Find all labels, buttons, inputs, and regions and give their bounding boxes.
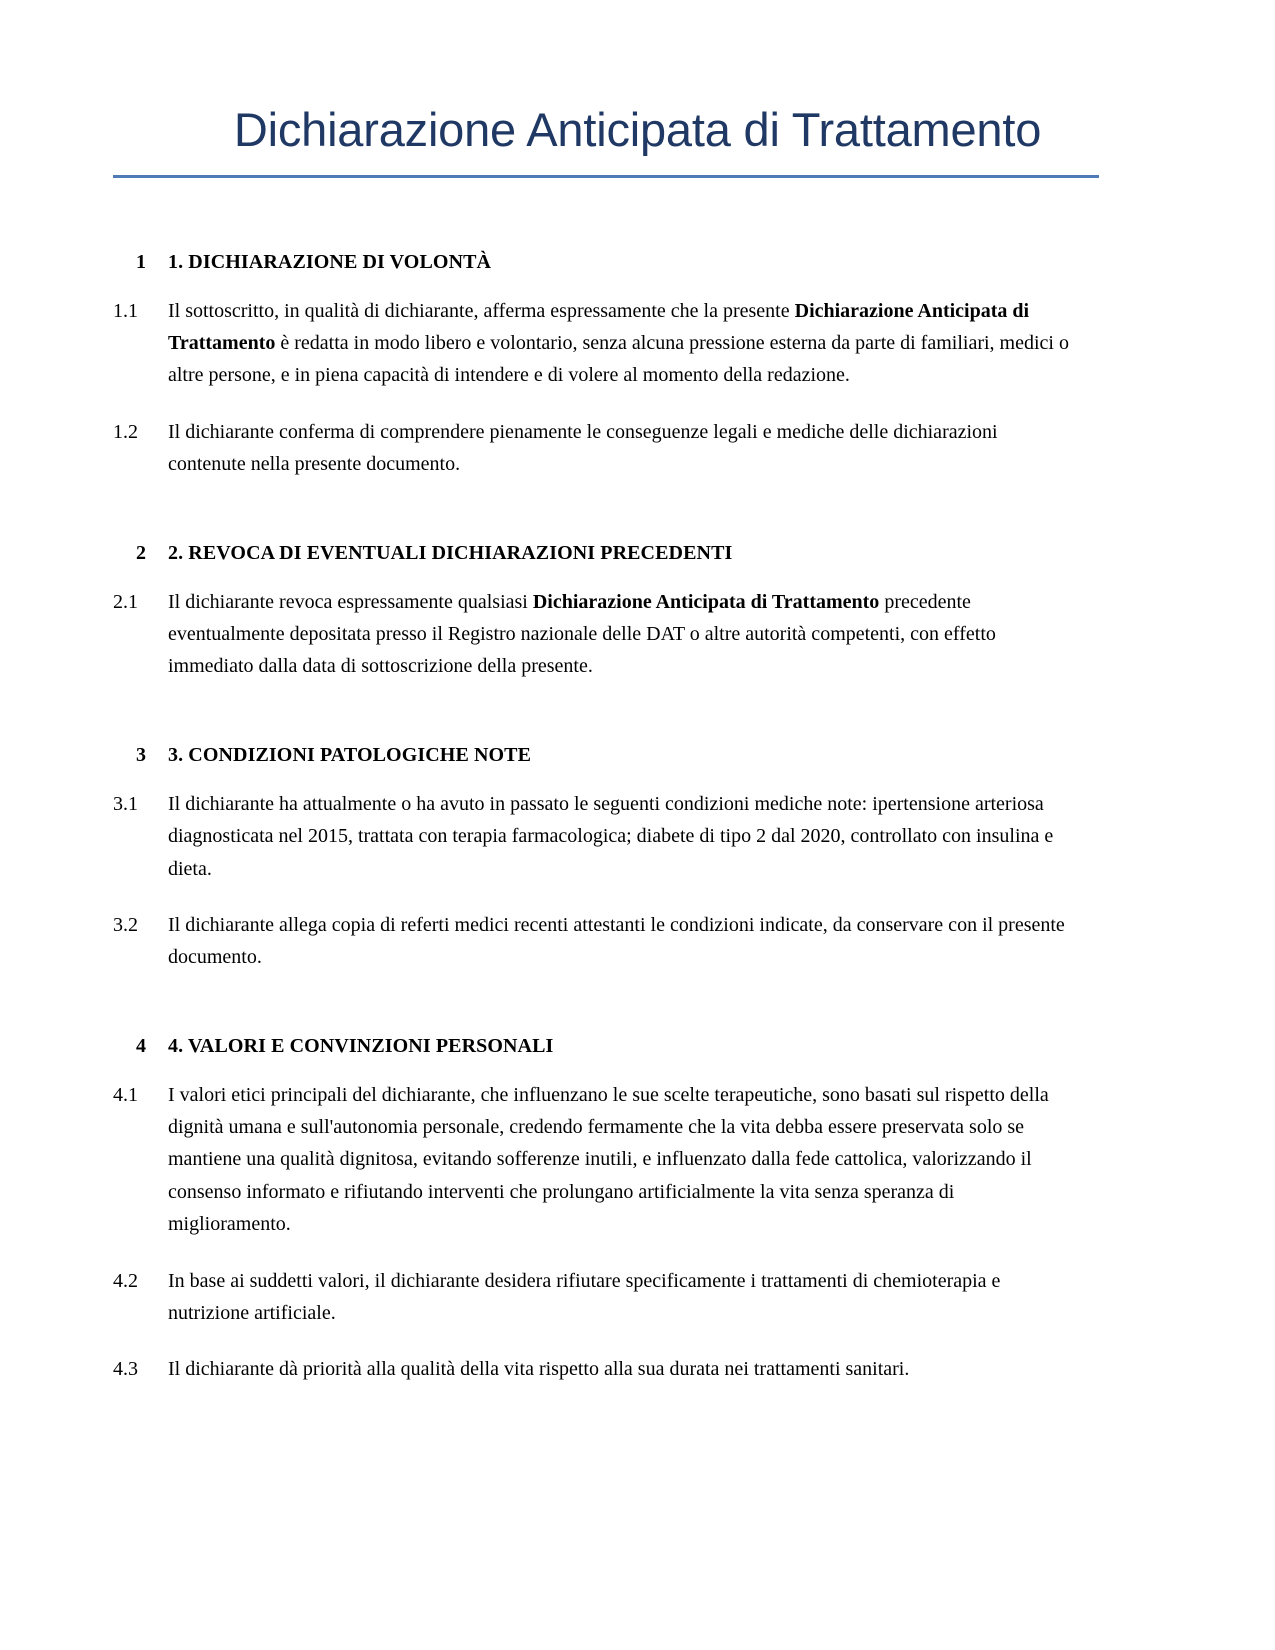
page-title: Dichiarazione Anticipata di Trattamento — [233, 103, 1042, 156]
clause-number: 4.3 — [113, 1358, 138, 1381]
clause-text-run: è redatta in modo libero e volontario, senza alcuna pressione esterna da parte di familiari, medici o altre persone, e in piena capacità di intendere e di volere al momento della redazione. — [168, 332, 1069, 387]
clause-text — [168, 788, 1073, 885]
section-heading — [113, 539, 1162, 568]
section-number: 1 — [136, 250, 146, 273]
clause — [113, 1079, 1162, 1241]
clause-text — [168, 909, 1073, 974]
section — [113, 741, 1162, 974]
section — [113, 539, 1162, 683]
clause-text-emphasis: Dichiarazione Anticipata di Trattamento — [532, 590, 880, 613]
clause-text-run: In base ai suddetti valori, il dichiarante desidera rifiutare specificamente i trattamenti di chemioterapia e nutrizione artificiale. — [168, 1269, 1001, 1325]
section-heading-text: 3. CONDIZIONI PATOLOGICHE NOTE — [168, 743, 532, 766]
clause-text-run: Il dichiarante revoca espressamente qualsiasi — [168, 590, 533, 613]
clause-number: 1.2 — [113, 420, 138, 443]
clause — [113, 1353, 1162, 1385]
clause-text — [168, 295, 1073, 392]
clause-text-run: Il sottoscritto, in qualità di dichiarante, afferma espressamente che la presente — [168, 299, 795, 322]
clause-text-emphasis: Dichiarazione Anticipata di Trattamento — [168, 299, 1030, 355]
clause-text — [168, 416, 1073, 481]
clause-text-run: I valori etici principali del dichiarante, che influenzano le sue scelte terapeutiche, sono basati sul rispetto della dignità umana e sull'autonomia personale, credendo fermamente che la vita debba essere preservata solo se mantiene una qualità dignitosa, evitando sofferenze inutili, e influenzato dalla fede cattolica, valorizzando il consenso informato e rifiutando interventi che prolungano artificialmente la vita senza speranza di miglioramento. — [168, 1083, 1049, 1236]
section — [113, 248, 1162, 481]
section-heading-text: 4. VALORI E CONVINZIONI PERSONALI — [168, 1034, 554, 1057]
section-number: 4 — [136, 1034, 146, 1057]
clause-number: 4.1 — [113, 1083, 138, 1106]
clause — [113, 1265, 1162, 1330]
clause-number: 3.2 — [113, 913, 138, 936]
section-number: 2 — [136, 541, 146, 564]
document-body — [0, 178, 1275, 1386]
clause-number: 3.1 — [113, 792, 138, 815]
clause-number: 4.2 — [113, 1269, 138, 1292]
clause — [113, 295, 1162, 392]
clause-number: 1.1 — [113, 299, 138, 322]
clause-text-run: Il dichiarante ha attualmente o ha avuto in passato le seguenti condizioni mediche note: ipertensione arteriosa diagnosticata nel 2015, trattata con terapia farmacologica; diabete di tipo 2 dal 2020, controllato con insulina e dieta. — [168, 792, 1054, 880]
clause — [113, 416, 1162, 481]
clause — [113, 909, 1162, 974]
clause-text-run: Il dichiarante conferma di comprendere pienamente le conseguenze legali e mediche delle dichiarazioni contenute nella presente documento. — [168, 420, 998, 476]
clause-text — [168, 1353, 1073, 1385]
clause-text-run: Il dichiarante dà priorità alla qualità della vita rispetto alla sua durata nei trattamenti sanitari. — [168, 1358, 910, 1381]
clause-text-run: Il dichiarante allega copia di referti medici recenti attestanti le condizioni indicate, da conservare con il presente documento. — [168, 913, 1065, 969]
clause-text — [168, 1079, 1073, 1241]
section-number: 3 — [136, 743, 146, 766]
section — [113, 1032, 1162, 1386]
clause — [113, 586, 1162, 683]
section-heading-text: 1. DICHIARAZIONE DI VOLONTÀ — [168, 250, 492, 273]
clause-text-run: precedente eventualmente depositata presso il Registro nazionale delle DAT o altre autorità competenti, con effetto immediato dalla data di sottoscrizione della presente. — [168, 590, 996, 678]
document-header — [0, 0, 1275, 178]
clause — [113, 788, 1162, 885]
section-heading — [113, 248, 1162, 277]
section-heading — [113, 1032, 1162, 1061]
clause-text — [168, 586, 1073, 683]
clause-text — [168, 1265, 1073, 1330]
clause-number: 2.1 — [113, 590, 138, 613]
section-heading-text: 2. REVOCA DI EVENTUALI DICHIARAZIONI PRECEDENTI — [168, 541, 733, 564]
section-heading — [113, 741, 1162, 770]
